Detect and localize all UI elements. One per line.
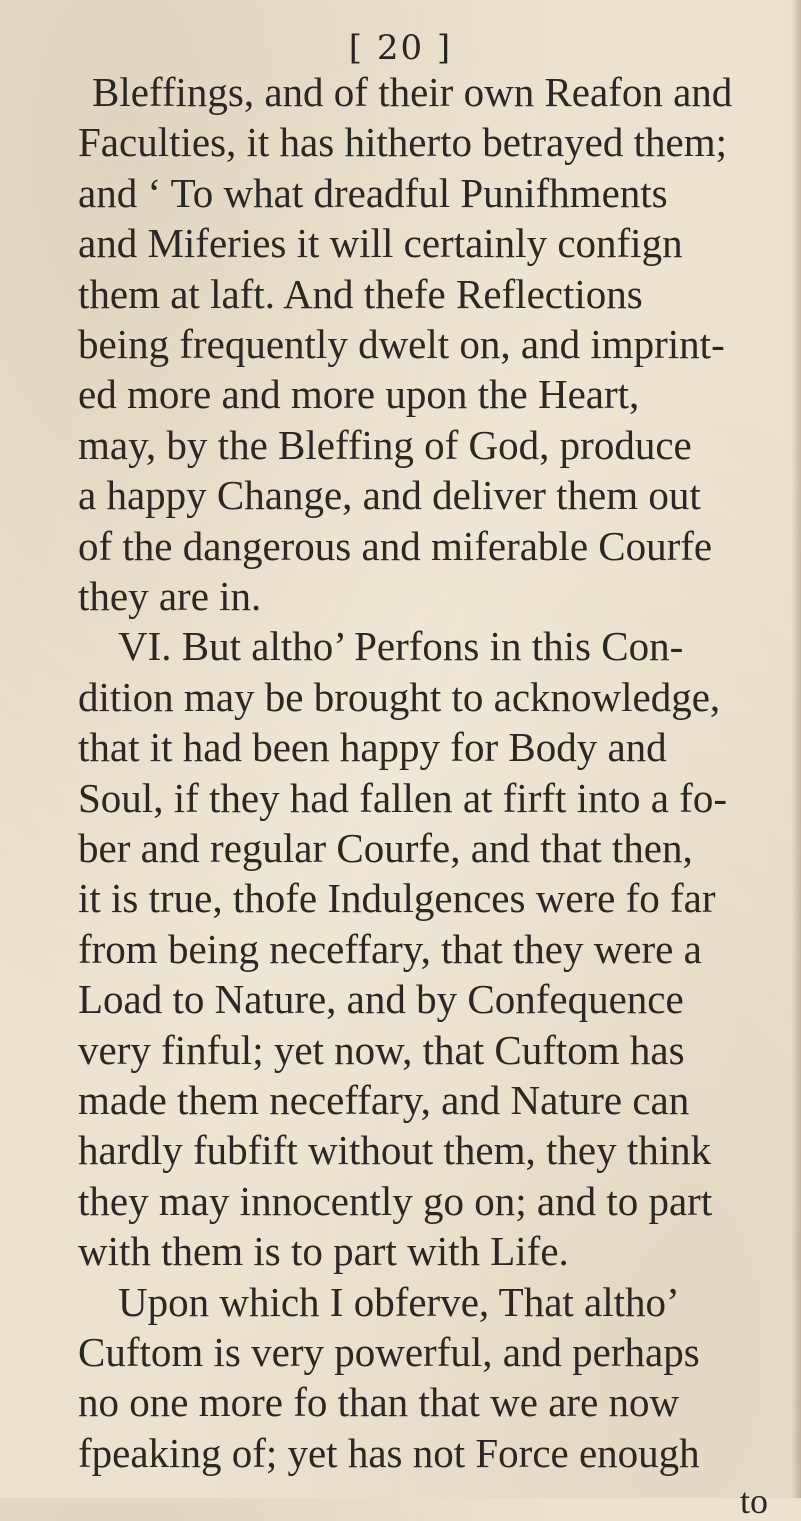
text-line: it is true, thofe Indulgences were fo far <box>78 875 716 922</box>
text-line: ber and regular Courfe, and that then, <box>78 825 693 871</box>
text-line: may, by the Bleffing of God, produce <box>78 421 692 468</box>
text-line: Faculties, it has hitherto betrayed them; <box>78 119 727 166</box>
page-number: [ 20 ] <box>348 28 453 68</box>
text-line: them at laft. And thefe Reflections <box>78 270 643 317</box>
text-line: and Miferies it will certainly confign <box>78 220 683 267</box>
text-line: hardly fubfift without them, they think <box>78 1127 712 1174</box>
text-line: they are in. <box>78 573 262 619</box>
page-edge-shadow <box>791 0 801 1498</box>
text-line: Cuftom is very powerful, and perhaps <box>78 1329 700 1375</box>
text-line: Upon which I obferve, That altho’ <box>118 1278 680 1325</box>
text-line: Load to Nature, and by Confequence <box>78 976 684 1023</box>
text-line: and ‘ To what dreadful Punifhments <box>78 169 668 216</box>
text-line: made them neceffary, and Nature can <box>78 1077 690 1123</box>
text-line: that it had been happy for Body and <box>78 724 667 771</box>
text-line: very finful; yet now, that Cuftom has <box>78 1026 685 1073</box>
text-line: being frequently dwelt on, and imprint- <box>78 321 725 367</box>
text-line: Bleffings, and of their own Reafon and <box>92 69 733 115</box>
text-line: they may innocently go on; and to part <box>78 1177 713 1224</box>
text-line: dition may be brought to acknowledge, <box>78 673 721 720</box>
text-line: a happy Change, and deliver them out <box>78 472 701 519</box>
text-line: no one more fo than that we are now <box>78 1379 680 1426</box>
text-line: of the dangerous and miferable Courfe <box>78 522 713 569</box>
text-line: fpeaking of; yet has not Force enough <box>78 1429 700 1476</box>
catchword: to <box>740 1481 769 1521</box>
text-line: Soul, if they had fallen at firft into a fo- <box>78 774 727 821</box>
text-line: ed more and more upon the Heart, <box>78 371 640 418</box>
text-line: from being neceffary, that they were a <box>78 925 702 972</box>
text-line: with them is to part with Life. <box>78 1228 569 1275</box>
section-heading-line: VI. But altho’ Perfons in this Con- <box>118 623 684 670</box>
